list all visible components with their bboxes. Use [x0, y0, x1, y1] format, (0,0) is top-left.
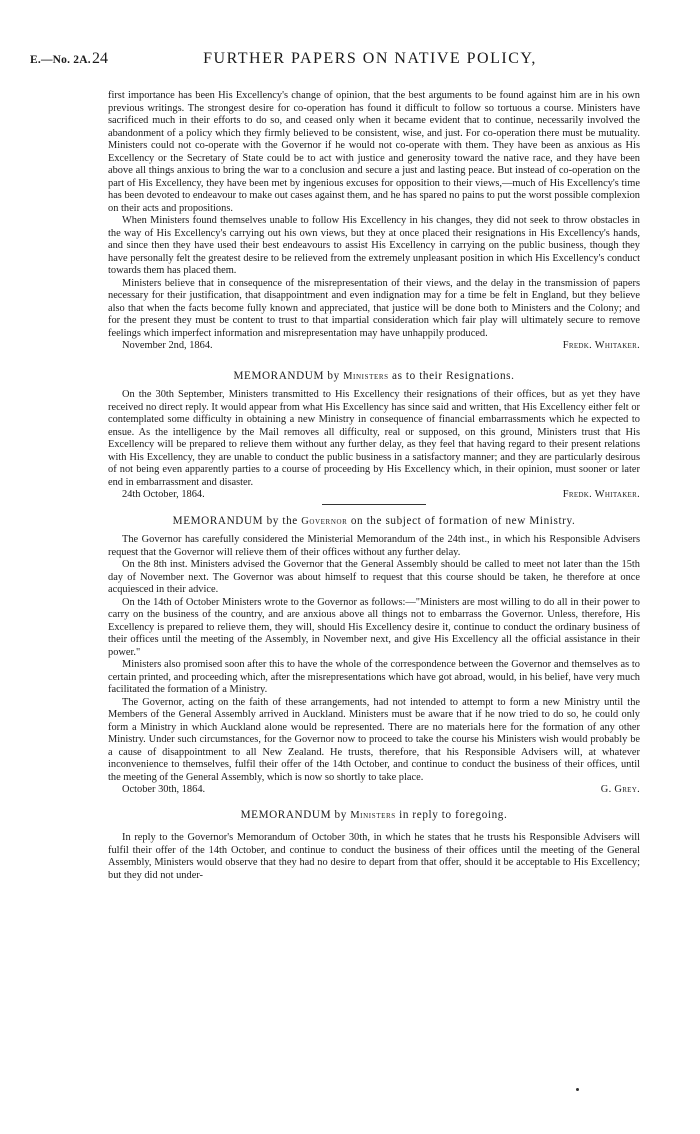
memo-date: November 2nd, 1864. — [122, 340, 213, 351]
paragraph: Ministers believe that in consequence of the misrepresentation of their views, and the delay in the transmission of papers necessary for their justification, that disappointment and even indignation may for a time be felt in England, but they believe also that when the facts become fully known and appreciated, that justice will be done both to Ministers and the Colony; and for the present they must be content to trust to that impartial consideration which fair play will ultimately secure to remove feelings which imperfect information and misrepresentation may have unhappily produced. — [108, 277, 640, 339]
heading-by: by — [334, 808, 347, 821]
memo-signature: Fredk. Whitaker. — [562, 489, 640, 500]
paragraph: On the 8th inst. Ministers advised the Governor that the General Assembly should be called to meet not later than the 15th day of November next. The Governor was about himself to request that this course should be taken, he therefore at once acquiesced in their advice. — [108, 559, 640, 595]
memo-date: 24th October, 1864. — [122, 489, 205, 500]
heading-by: by — [327, 369, 340, 382]
paragraph: When Ministers found themselves unable to follow His Excellency in his changes, they did not seek to throw obstacles in the way of His Excellency's carrying out his own views, but they at once placed their resignations in His Excellency's hands, and since then they have used their best endeavours to assist His Excellency in carrying on the public business, though they have personally felt the greatest desire to be relieved from the extremely unpleasant position in which His Excellency's conduct towards them has placed them. — [108, 215, 640, 276]
heading-subject: on the subject of formation of new Ministry. — [350, 514, 576, 527]
section-memorandum-resignations — [108, 370, 640, 502]
heading-author: Ministers — [350, 809, 396, 821]
heading-main: MEMORANDUM — [240, 808, 332, 821]
section-memorandum-reply — [108, 809, 640, 883]
signature-line — [108, 340, 640, 353]
signature-line — [108, 784, 640, 797]
page-number: 24 — [92, 50, 108, 67]
heading-author: Ministers — [343, 370, 389, 382]
paragraph: The Governor has carefully considered the Ministerial Memorandum of the 24th inst., in which his Responsible Advisers request that the Governor will relieve them of their offices without any further delay. — [108, 534, 640, 558]
heading-subject: in reply to foregoing. — [399, 808, 508, 821]
signature-line — [108, 489, 640, 502]
document-body — [108, 90, 640, 882]
paragraph: first importance has been His Excellency's change of opinion, that the best arguments to be found against him are in his own previous writings. The strongest desire for co-operation has found it difficult to follow so tortuous a course. Ministers have sacrificed much in their efforts to do so, and ceased only when it became evident that to continue, necessarily involved the abandonment of a policy which they firmly believed to be consistent, wise, and just. For co-operation there must be mutuality. Ministers could not co-operate with the Governor if he would not co-operate with them. They have been as anxious as His Excellency or the Secretary of State could be to act with justice and generosity toward the native race, and they have been above all things anxious to bring the war to a conclusion and secure a just and lasting peace. But instead of co-operation on the part of His Excellency, they have been met by ingenious excuses for opposition to their views,—much of His Excellency's time has been devoted to endeavour to make out cases against them, and he has spared no pains to put the worst possible complexion on their acts and propositions. — [108, 90, 640, 214]
heading-main: MEMORANDUM — [172, 514, 264, 527]
heading-author: Governor — [301, 515, 348, 527]
document-reference: E.—No. 2A. — [30, 54, 91, 66]
page-mark — [576, 1088, 579, 1091]
paragraph: On the 30th September, Ministers transmitted to His Excellency their resignations of their offices, but as yet they have received no direct reply. It would appear from what His Excellency has since said and written, that His Excellency either felt or contemplated some difficulty in obtaining a new Ministry in consequence of financial embarrassments which he expected to ensue. As the intelligence by the Mail removes all difficulty, real or supposed, on this ground, Ministers trust that His Excellency will be prepared to relieve them without any further delay, as they feel that having regard to their present relations with His Excellency, they are unable to conduct the public business in a satisfactory manner; and they are particularly desirous of not being even apparently parties to a course of proceeding by His Excellency which, in their opinion, must sooner or later end in embarrassment and disaster. — [108, 389, 640, 488]
heading-main: MEMORANDUM — [233, 369, 325, 382]
section-continuation — [108, 90, 640, 353]
section-memorandum-governor — [108, 515, 640, 797]
paragraph: On the 14th of October Ministers wrote to the Governor as follows:—"Ministers are most willing to do all in their power to carry on the business of the country, and are anxious above all things not to embarrass the Governor. Unless, therefore, His Excellency is prepared to relieve them, they will, should His Excellency desire it, continue to conduct the ordinary business of their offices until the meeting of the Assembly, in November next, and give His Excellency all the official assistance in their power." — [108, 596, 640, 658]
heading-subject: as to their Resignations. — [392, 369, 515, 382]
memo-signature: G. Grey. — [600, 784, 640, 795]
running-head — [30, 52, 670, 72]
memo-heading — [108, 370, 640, 384]
heading-by: by the — [266, 514, 298, 527]
memo-date: October 30th, 1864. — [122, 784, 206, 795]
paragraph: The Governor, acting on the faith of these arrangements, had not intended to attempt to form a new Ministry until the Members of the General Assembly arrived in Auckland. Ministers must be aware that if he now tried to do so, he could only form a Ministry in which Auckland alone would be represented. There are no materials here for the formation of any other Ministry. Under such circumstances, for the Governor now to proceed to take the course his Ministers wish would probably be a cause of disappointment to all New Zealand. He trusts, therefore, that his Responsible Advisers will, at whatever inconvenience to themselves, fulfil their offer of the 14th October, and continue to conduct the business of their offices, until the meeting of the General Assembly, which is now so shortly to take place. — [108, 696, 640, 783]
memo-heading — [108, 809, 640, 823]
memo-heading — [108, 515, 640, 529]
running-title: FURTHER PAPERS ON NATIVE POLICY, — [203, 50, 537, 67]
paragraph: In reply to the Governor's Memorandum of October 30th, in which he states that he trusts his Responsible Advisers will fulfil their offer of the 14th October, and continue to conduct the business of their offices until the meeting of the General Assembly, Ministers would observe that they had no desire to depart from that offer, should it be acceptable to His Excellency; but they did not under- — [108, 832, 640, 881]
paragraph: Ministers also promised soon after this to have the whole of the correspondence between the Governor and themselves as to certain printed, and proceeding which, after the misrepresentations which have got abroad, would, in his belief, have very much facilitated the formation of a Ministry. — [108, 659, 640, 695]
memo-signature: Fredk. Whitaker. — [562, 340, 640, 351]
